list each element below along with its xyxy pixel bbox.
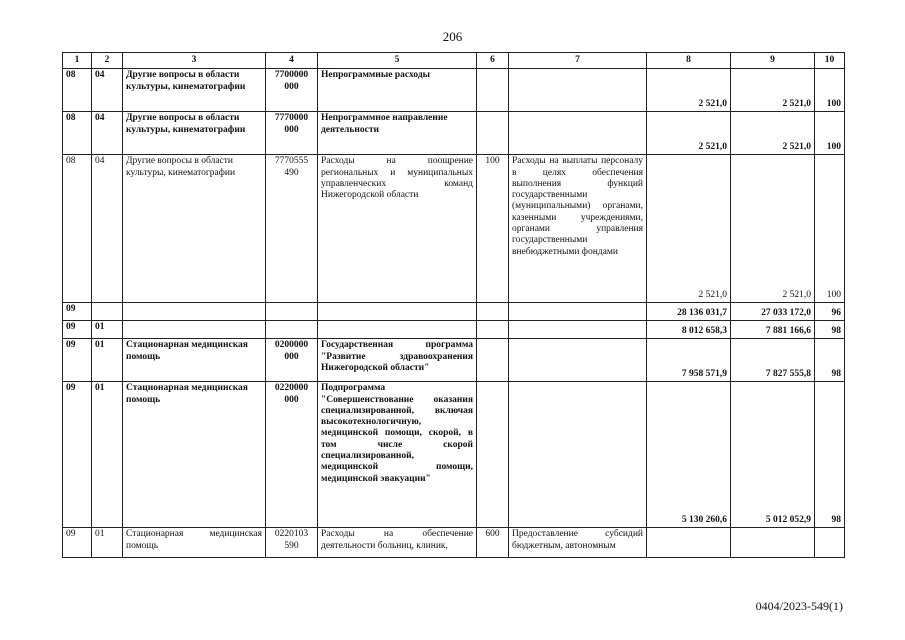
execution-percent: 100 <box>815 155 845 303</box>
table-row <box>63 303 845 321</box>
section-name <box>123 321 266 339</box>
expense-type-code <box>477 303 509 321</box>
section-name: Другие вопросы в области культуры, кинематографии <box>123 69 266 112</box>
planned-amount: 2 521,0 <box>647 69 731 112</box>
execution-percent: 100 <box>815 112 845 155</box>
column-header: 4 <box>266 53 318 69</box>
column-header: 2 <box>92 53 123 69</box>
planned-amount: 28 136 031,7 <box>647 303 731 321</box>
planned-amount: 2 521,0 <box>647 112 731 155</box>
expense-name: Подпрограмма "Совершенствование оказания специализированной, включая высокотехнологичную, медицинской помощи, скорой, в том числе скорой специализированной, медицинской помощи, медицинской эвакуации" <box>318 382 477 528</box>
table-row <box>63 112 845 155</box>
column-header: 7 <box>509 53 647 69</box>
subsection-code <box>92 303 123 321</box>
expense-type-name <box>509 112 647 155</box>
subsection-code: 01 <box>92 321 123 339</box>
target-article-code: 7700000 000 <box>266 69 318 112</box>
actual-amount: 2 521,0 <box>731 155 815 303</box>
planned-amount: 7 958 571,9 <box>647 339 731 382</box>
table-row <box>63 155 845 303</box>
budget-table <box>62 52 845 558</box>
section-code: 09 <box>63 321 92 339</box>
actual-amount <box>731 528 815 558</box>
expense-type-name <box>509 69 647 112</box>
expense-type-name <box>509 321 647 339</box>
subsection-code: 01 <box>92 382 123 528</box>
expense-name: Государственная программа "Развитие здравоохранения Нижегородской области" <box>318 339 477 382</box>
execution-percent: 98 <box>815 321 845 339</box>
execution-percent: 98 <box>815 339 845 382</box>
section-code: 09 <box>63 339 92 382</box>
subsection-code: 01 <box>92 528 123 558</box>
target-article-code: 7770000 000 <box>266 112 318 155</box>
execution-percent: 100 <box>815 69 845 112</box>
section-name: Стационарная медицинская помощь <box>123 339 266 382</box>
section-name <box>123 303 266 321</box>
table-row <box>63 382 845 528</box>
table-header-row <box>63 53 845 69</box>
target-article-code <box>266 321 318 339</box>
expense-type-name <box>509 303 647 321</box>
section-code: 08 <box>63 69 92 112</box>
target-article-code: 0200000 000 <box>266 339 318 382</box>
subsection-code: 04 <box>92 69 123 112</box>
actual-amount: 2 521,0 <box>731 112 815 155</box>
actual-amount: 27 033 172,0 <box>731 303 815 321</box>
expense-type-name <box>509 382 647 528</box>
expense-type-name <box>509 339 647 382</box>
expense-name: Расходы на обеспечение деятельности больниц, клиник, <box>318 528 477 558</box>
column-header: 1 <box>63 53 92 69</box>
target-article-code: 0220103 590 <box>266 528 318 558</box>
expense-name: Расходы на поощрение региональных и муниципальных управленческих команд Нижегородской области <box>318 155 477 303</box>
section-code: 08 <box>63 112 92 155</box>
target-article-code: 7770555 490 <box>266 155 318 303</box>
target-article-code <box>266 303 318 321</box>
section-code: 09 <box>63 303 92 321</box>
execution-percent <box>815 528 845 558</box>
expense-type-name: Расходы на выплаты персоналу в целях обеспечения выполнения функций государственными (муниципальными) органами, казенными учреждениями, органами управления государственными внебюджетными фондами <box>509 155 647 303</box>
expense-type-code <box>477 69 509 112</box>
table-row <box>63 69 845 112</box>
column-header: 9 <box>731 53 815 69</box>
expense-name: Непрограммные расходы <box>318 69 477 112</box>
expense-name <box>318 321 477 339</box>
table-row <box>63 339 845 382</box>
section-code: 09 <box>63 382 92 528</box>
table-row <box>63 321 845 339</box>
section-name: Другие вопросы в области культуры, кинематографии <box>123 112 266 155</box>
planned-amount: 2 521,0 <box>647 155 731 303</box>
section-code: 09 <box>63 528 92 558</box>
expense-name <box>318 303 477 321</box>
subsection-code: 04 <box>92 112 123 155</box>
page-number: 206 <box>442 29 463 44</box>
expense-type-code <box>477 382 509 528</box>
table-row <box>63 528 845 558</box>
expense-type-code <box>477 339 509 382</box>
section-name: Другие вопросы в области культуры, кинематографии <box>123 155 266 303</box>
expense-type-code: 100 <box>477 155 509 303</box>
expense-name: Непрограммное направление деятельности <box>318 112 477 155</box>
expense-type-code <box>477 112 509 155</box>
actual-amount: 5 012 052,9 <box>731 382 815 528</box>
column-header: 10 <box>815 53 845 69</box>
target-article-code: 0220000 000 <box>266 382 318 528</box>
column-header: 5 <box>318 53 477 69</box>
planned-amount <box>647 528 731 558</box>
section-name: Стационарная медицинская помощь <box>123 382 266 528</box>
execution-percent: 98 <box>815 382 845 528</box>
column-header: 8 <box>647 53 731 69</box>
section-code: 08 <box>63 155 92 303</box>
actual-amount: 7 827 555,8 <box>731 339 815 382</box>
planned-amount: 5 130 260,6 <box>647 382 731 528</box>
expense-type-name: Предоставление субсидий бюджетным, автономным <box>509 528 647 558</box>
column-header: 6 <box>477 53 509 69</box>
expense-type-code: 600 <box>477 528 509 558</box>
subsection-code: 01 <box>92 339 123 382</box>
planned-amount: 8 012 658,3 <box>647 321 731 339</box>
column-header: 3 <box>123 53 266 69</box>
document-code: 0404/2023-549(1) <box>755 599 843 613</box>
actual-amount: 2 521,0 <box>731 69 815 112</box>
subsection-code: 04 <box>92 155 123 303</box>
expense-type-code <box>477 321 509 339</box>
execution-percent: 96 <box>815 303 845 321</box>
actual-amount: 7 881 166,6 <box>731 321 815 339</box>
section-name: Стационарная медицинская помощь <box>123 528 266 558</box>
